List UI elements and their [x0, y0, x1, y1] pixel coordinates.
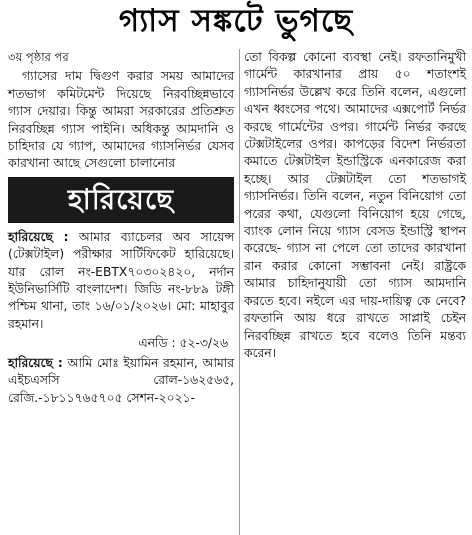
article-paragraph-left: গ্যাসের দাম দ্বিগুণ করার সময় আমাদের শতভাগ কমিটমেন্ট দিয়েছে নিরবচ্ছিন্নভাবে গ্যাস দেয়ার। কিন্তু আমরা সরকারের প্রতিশ্রুত নিরবচ্ছিন্ন গ্যাস পাইনি। অধিকন্তু আমদানি ও চাহিদার যে গ্যাপ, আমাদের গ্যাসনির্ভর যেসব কারখানা আছে সেগুলো চালানোর	[8, 69, 234, 171]
lost-banner: হারিয়েছে	[8, 177, 234, 223]
notice-label: হারিয়েছে :	[8, 229, 69, 244]
notice-text: আমি মোঃ ইয়ামিন রহমান, আমার এইচএসসি রোল-১৬২৫৬৫, রেজি.-১৮১১৭৬৫৭০৫ সেশন-২০২১-	[8, 355, 235, 405]
article-paragraph-right: তো বিকল্প কোনো ব্যবস্থা নেই। রফতানিমুখী গার্মেন্ট কারখানার প্রায় ৫০ শতাংশই গ্যাসনির্ভর উল্লেখ করে তিনি বলেন, এগুলো এখন ধ্বংসের পথে। আমাদের এক্সপোর্ট নির্ভর করছে গার্মেন্টের ওপর। গার্মেন্ট নির্ভর করছে টেক্সটাইলের ওপর। কাপড়ের বিদেশ নির্ভরতা কমাতে টেক্সটাইল ইন্ডাস্ট্রিকে এনকারেজ করা হচ্ছে। আর টেক্সটাইল তো শতভাগই গ্যাসনির্ভর। তিনি বলেন, নতুন বিনিয়োগ তো পরের কথা, যেগুলো বিনিয়োগ হয়ে গেছে, ব্যাংক লোন নিয়ে গ্যাস বেসড ইন্ডাস্ট্রি স্থাপন করেছে- গ্যাস না পেলে তো তাদের কারখানা রান করার কোনো সম্ভাবনা নেই। রাষ্ট্রকে আমার চাহিদানুযায়ী তো গ্যাস আমদানি করতে হবে। নইলে এর দায়-দায়িত্ব কে নেবে? রফতানি আয় ধরে রাখতে সাপ্লাই চেইন নিরবচ্ছিন্ন রাখতে হবে বলেও তিনি মন্তব্য করেন।	[244, 50, 466, 360]
headline: গ্যাস সঙ্কটে ভুগছে	[118, 3, 354, 39]
right-column	[244, 49, 466, 362]
lost-notice-1	[8, 229, 234, 333]
column-divider	[239, 49, 240, 535]
notice-label: হারিয়েছে :	[8, 355, 63, 370]
notice-text: আমার ব্যাচেলর অব সায়েন্স (টেক্সটাইল) পরীক্ষার সার্টিফিকেট হারিয়েছে। যার রোল নং-EBTX৭০৩০২৪২০, নর্দান ইউনিভার্সিটি বাংলাদেশ। জিডি নং-৮৮৯ টঙ্গী পশ্চিম থানা, তাং ১৬/০১/২০২৬। মো: মাহাবুর রহমান।	[8, 229, 234, 331]
left-column	[8, 49, 234, 407]
continued-label: ৩য় পৃষ্ঠার পর	[8, 50, 69, 64]
lost-notice-2	[8, 355, 234, 407]
notice-code: এনডি : ৫২-৩/২৬	[138, 336, 228, 351]
